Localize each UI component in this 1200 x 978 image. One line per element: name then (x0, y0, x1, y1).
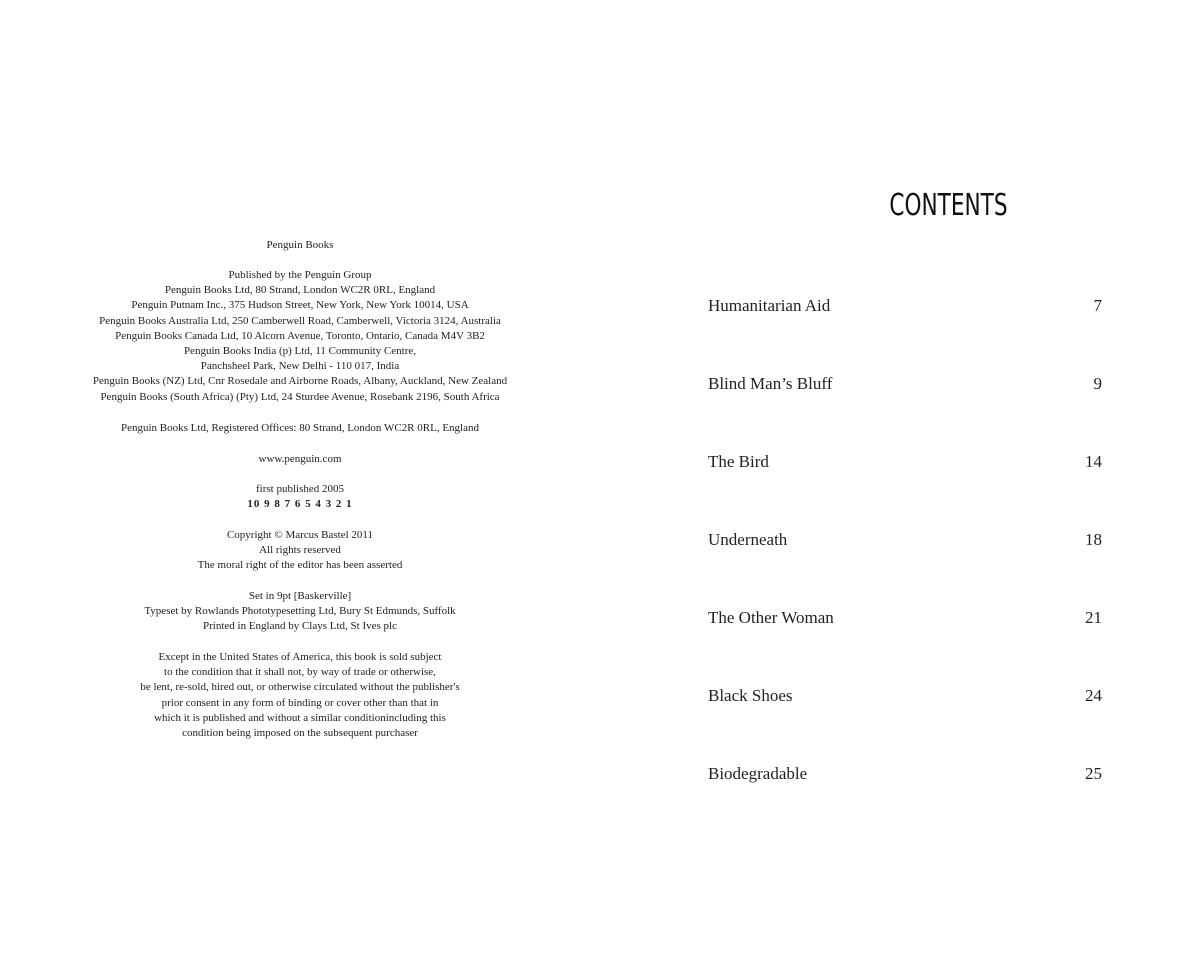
toc-entry-title: Underneath (708, 530, 788, 549)
toc-entry-page-number: 7 (1093, 296, 1102, 315)
website: www.penguin.com (258, 453, 342, 465)
toc-entry-page-number: 9 (1093, 374, 1102, 393)
address-line: Penguin Books (South Africa) (Pty) Ltd, 24 Sturdee Avenue, Rosebank 2196, South Africa (100, 390, 500, 403)
copyright-block (0, 528, 600, 574)
registered-offices: Penguin Books Ltd, Registered Offices: 80 Strand, London WC2R 0RL, England (121, 422, 479, 434)
toc-entry[interactable] (708, 530, 1102, 552)
toc-entry-title: The Other Woman (708, 608, 834, 627)
address-line: Panchsheel Park, New Delhi - 110 017, India (200, 360, 400, 373)
condition-line: to the condition that it shall not, by way of trade or otherwise, (164, 666, 436, 679)
address-line: Penguin Putnam Inc., 375 Hudson Street, New York, New York 10014, USA (131, 299, 469, 312)
toc-entry-page-number: 25 (1085, 764, 1102, 783)
website-block (0, 452, 600, 467)
toc-entry[interactable] (708, 764, 1102, 786)
toc-entry-page-number: 21 (1085, 608, 1102, 627)
conditions-block (0, 650, 600, 741)
typesetting-block (0, 589, 600, 635)
toc-entry-title: Blind Man’s Bluff (708, 374, 833, 393)
address-line: Penguin Books India (p) Ltd, 11 Community Centre, (183, 345, 417, 358)
address-line: Penguin Books (NZ) Ltd, Cnr Rosedale and Airborne Roads, Albany, Auckland, New Zealand (92, 375, 508, 388)
toc-entry-page-number: 14 (1085, 452, 1102, 471)
publisher-addresses (0, 268, 600, 405)
copyright-line: Copyright © Marcus Bastel 2011 (226, 529, 374, 541)
typesetting-line: Printed in England by Clays Ltd, St Ives plc (202, 620, 397, 633)
address-line: Penguin Books Australia Ltd, 250 Camberwell Road, Camberwell, Victoria 3124, Australia (99, 314, 501, 327)
condition-line: be lent, re-sold, hired out, or otherwise circulated without the publisher's (140, 681, 460, 694)
contents-heading: CONTENTS (889, 188, 1008, 223)
contents-page (600, 0, 1200, 978)
published-by: Published by the Penguin Group (228, 269, 372, 281)
condition-line: prior consent in any form of binding or cover other than that in (161, 696, 439, 709)
toc-entry-title: Black Shoes (708, 686, 793, 705)
registered-offices-block (0, 421, 600, 436)
toc-entry[interactable] (708, 452, 1102, 474)
copyright-line: All rights reserved (259, 544, 341, 557)
toc-entry[interactable] (708, 296, 1102, 318)
toc-entry-title: Biodegradable (708, 764, 808, 783)
toc-entry[interactable] (708, 374, 1102, 396)
copyright-line: The moral right of the editor has been asserted (197, 559, 403, 572)
toc-entry-page-number: 24 (1085, 686, 1102, 705)
condition-line: Except in the United States of America, this book is sold subject (158, 651, 442, 663)
first-published: first published 2005 (256, 483, 344, 495)
condition-line: condition being imposed on the subsequent purchaser (182, 727, 418, 740)
toc-entry-title: Humanitarian Aid (708, 296, 831, 315)
toc-entry-title: The Bird (708, 452, 769, 471)
toc-entry[interactable] (708, 608, 1102, 630)
address-line: Penguin Books Ltd, 80 Strand, London WC2R 0RL, England (164, 284, 436, 297)
address-line: Penguin Books Canada Ltd, 10 Alcorn Avenue, Toronto, Ontario, Canada M4V 3B2 (115, 329, 485, 342)
toc-entry-page-number: 18 (1085, 530, 1102, 549)
edition-block (0, 482, 600, 512)
typesetting-line: Typeset by Rowlands Phototypesetting Ltd, Bury St Edmunds, Suffolk (144, 605, 456, 618)
printing-numbers: 10 9 8 7 6 5 4 3 2 1 (247, 498, 353, 511)
toc-entry[interactable] (708, 686, 1102, 708)
publisher-block (0, 238, 600, 253)
publisher-name: Penguin Books (266, 239, 334, 251)
typesetting-line: Set in 9pt [Baskerville] (248, 590, 352, 602)
condition-line: which it is published and without a similar conditionincluding this (154, 711, 446, 724)
